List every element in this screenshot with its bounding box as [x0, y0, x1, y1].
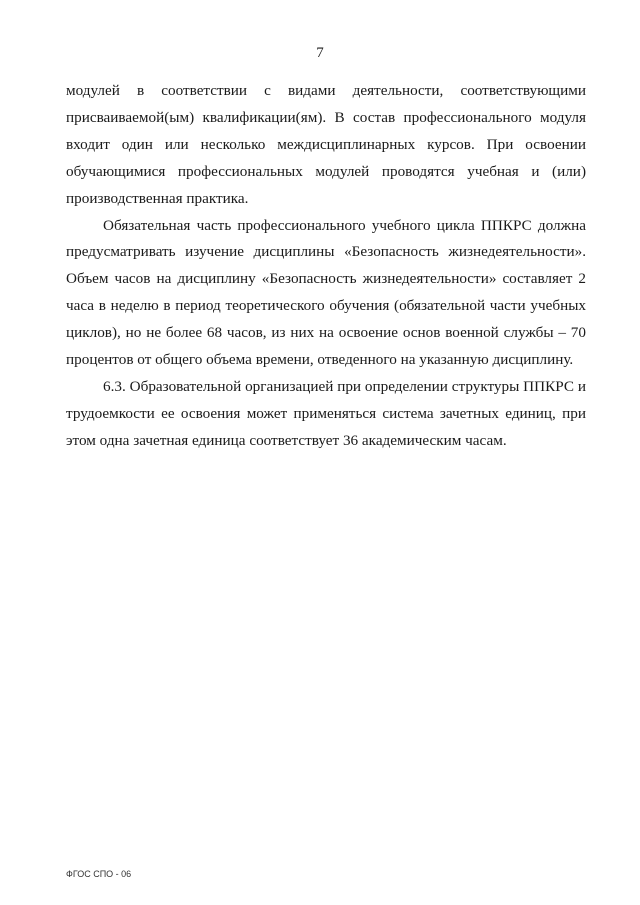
paragraph-continuation: модулей в соответствии с видами деятельности, соответствующими присваиваемой(ым) квалификации(ям). В состав профессионального модуля входит один или несколько междисциплинарных курсов. При освоении обучающимися профессиональных модулей проводятся учебная и (или) производственная практика.	[66, 82, 586, 207]
paragraph-bzhd: Обязательная часть профессионального учебного цикла ППКРС должна предусматривать изучение дисциплины «Безопасность жизнедеятельности». Объем часов на дисциплину «Безопасность жизнедеятельности» составляет 2 часа в неделю в период теоретического обучения (обязательной части учебных циклов), но не более 68 часов, из них на освоение основ военной службы – 70 процентов от общего объема времени, отведенного на указанную дисциплину.	[66, 216, 586, 369]
page-number: 7	[316, 45, 324, 61]
paragraph-credit-units: 6.3. Образовательной организацией при определении структуры ППКРС и трудоемкости ее освоения может применяться система зачетных единиц, при этом одна зачетная единица соответствует 36 академическим часам.	[66, 377, 586, 449]
footer-document-code: ФГОС СПО - 06	[66, 869, 132, 879]
document-body	[66, 78, 586, 455]
